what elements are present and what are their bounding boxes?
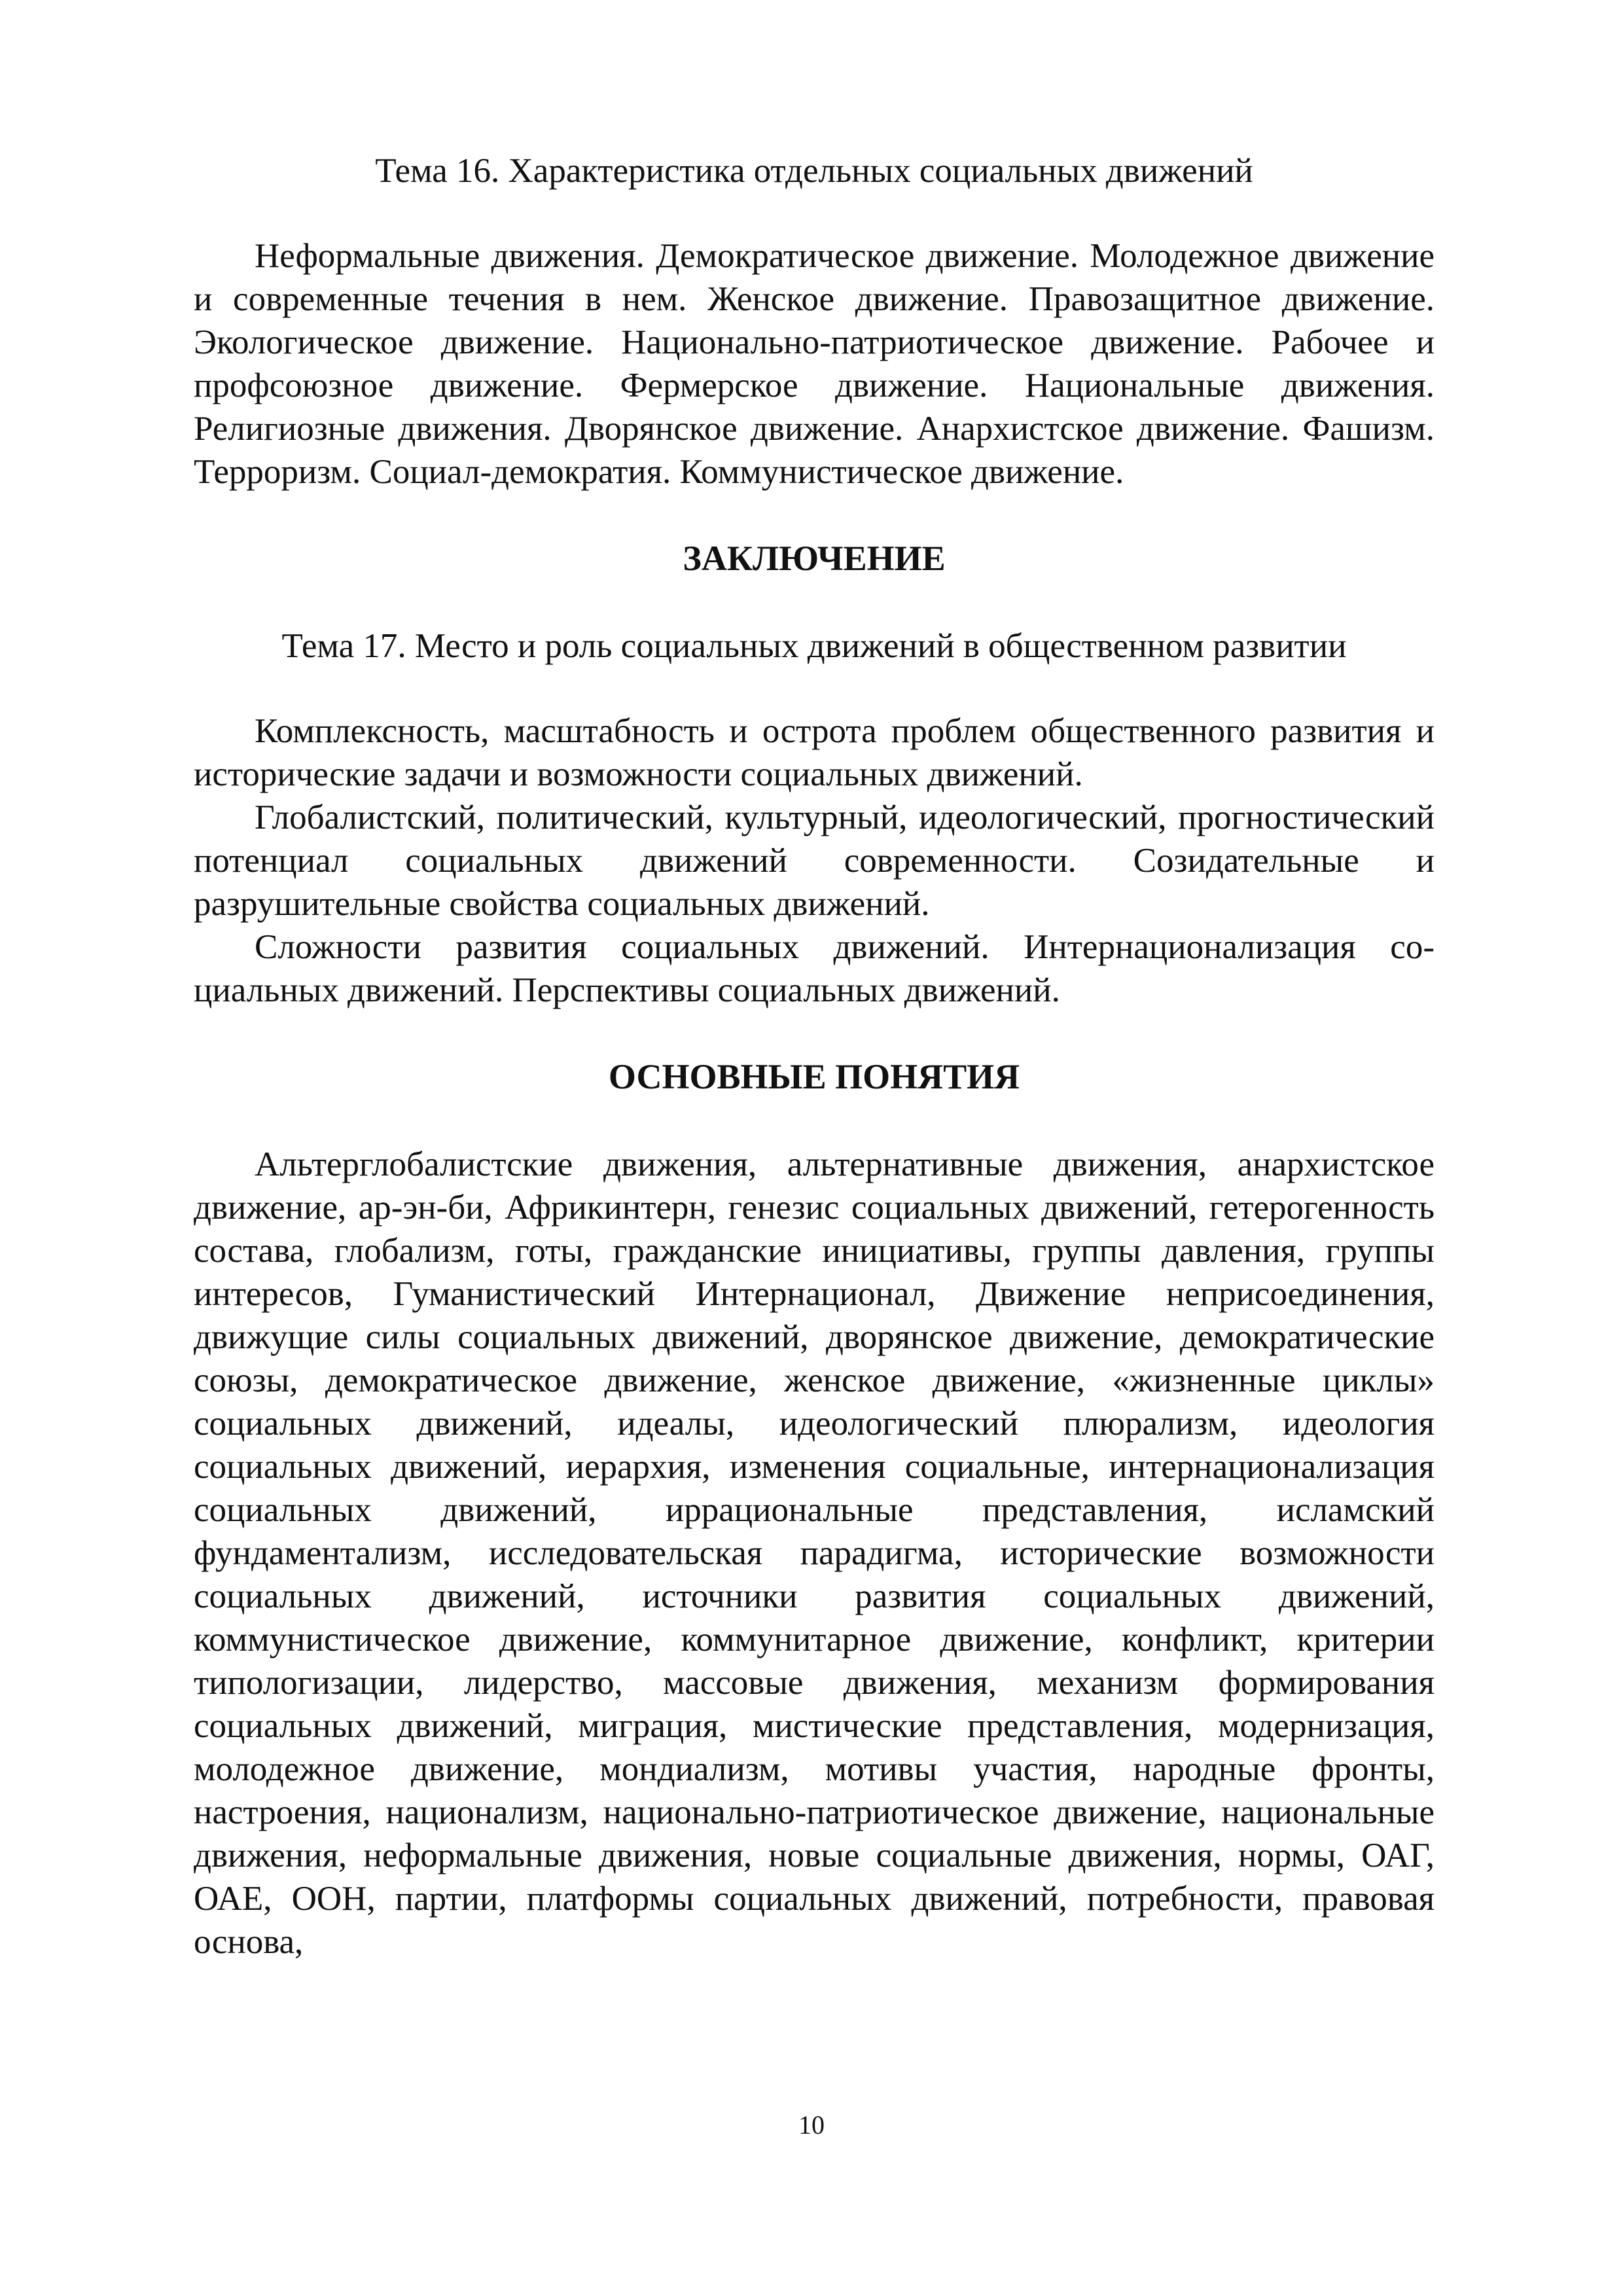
conclusion-paragraph-3: Сложности развития социальных движений. Интернационализация социальных движений. Перспективы социальных движений. <box>194 928 1435 1009</box>
key-concepts-heading: ОСНОВНЫЕ ПОНЯТИЯ <box>608 1057 1020 1096</box>
page-content <box>194 149 1435 1964</box>
conclusion-paragraph-2: Глобалистский, политический, культурный, идеологический, прогностический потенциал социальных движений современности. Созидательные и разрушительные свойства социальных движений. <box>194 798 1435 923</box>
key-concepts-paragraph: Альтерглобалистские движения, альтернативные движения, анархистское движение, ар-эн-би, Африкинтерн, генезис социальных движений, гетерогенность состава, глобализм, готы, гражданские инициативы, группы давления, группы интересов, Гуманистический Интернационал, Движение неприсоединения, движущие силы социальных движений, дворянское движение, демократические союзы, демократическое движение, женское движение, «жизненные циклы» социальных движений, идеалы, идеологический плюрализм, идеология социальных движений, иерархия, изменения социальные, интернационализация социальных движений, иррациональные представления, исламский фундаментализм, исследовательская парадигма, исторические возможности социальных движений, источники развития социальных движений, коммунистическое движение, коммунитарное движение, конфликт, критерии типологизации, лидерство, массовые движения, механизм формирования социальных движений, миграция, мистические представления, модернизация, молодежное движение, мондиализм, мотивы участия, народные фронты, настроения, национализм, национально-патриотическое движение, национальные движения, неформальные движения, новые социальные движения, нормы, ОАГ, ОАЕ, ООН, партии, платформы социальных движений, потребности, правовая основа, <box>194 1145 1435 1961</box>
conclusion-paragraph-1: Комплексность, масштабность и острота проблем общественного развития и исторические задачи и возможности социальных движений. <box>194 712 1435 793</box>
topic-16-paragraph: Неформальные движения. Демократическое движение. Молодежное движение и современные течения в нем. Женское движение. Правозащитное движение. Экологическое движение. Национально-патриотическое движение. Рабочее и профсоюзное движение. Фермерское движение. Национальные движения. Религиозные движения. Дворянское движение. Анархистское движение. Фашизм. Терроризм. Социал-демократия. Коммунистическое движение. <box>194 237 1435 491</box>
conclusion-heading: ЗАКЛЮЧЕНИЕ <box>683 539 946 578</box>
topic-17-title: Тема 17. Место и роль социальных движений в общественном развитии <box>281 627 1347 665</box>
page-number: 10 <box>798 2110 825 2140</box>
topic-16-title: Тема 16. Характеристика отдельных социальных движений <box>375 152 1253 190</box>
